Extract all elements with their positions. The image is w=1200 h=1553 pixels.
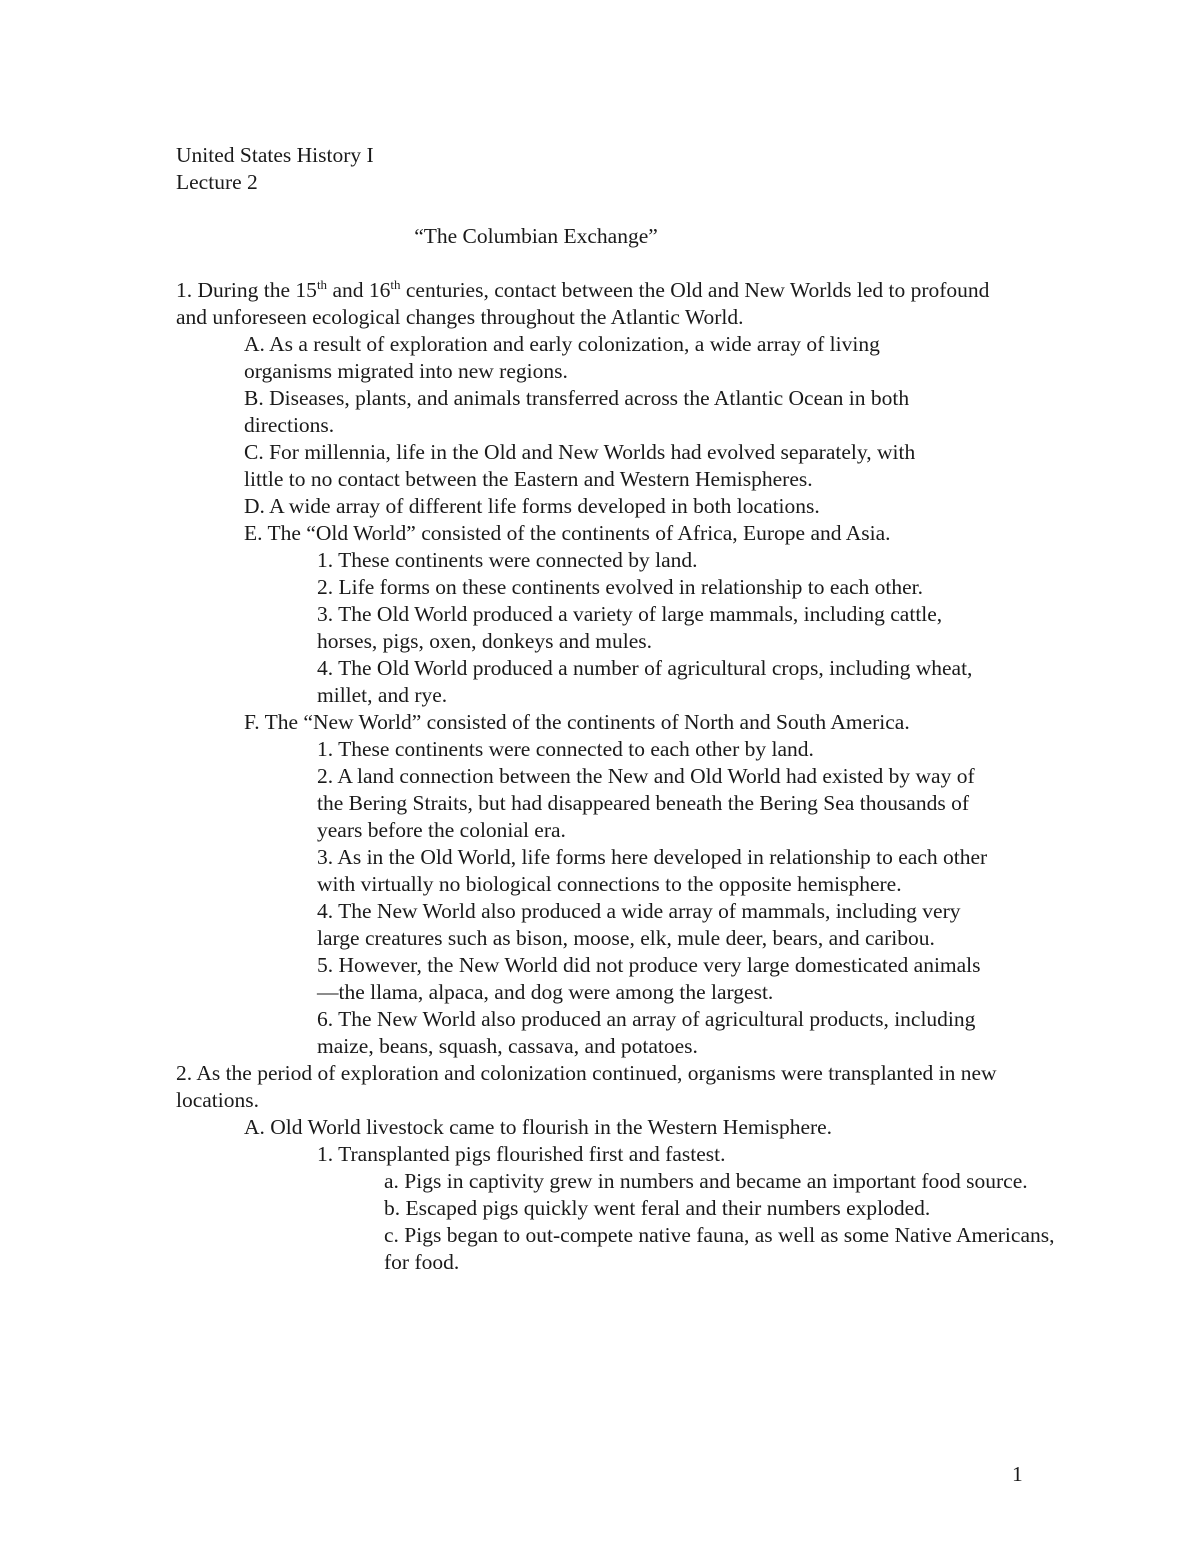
outline-item-1e2: 2. Life forms on these continents evolved in relationship to each other. [317,575,924,599]
outline-item-2a1: 1. Transplanted pigs flourished first and fastest. [317,1142,726,1166]
outline-item-1c: C. For millennia, life in the Old and New Worlds had evolved separately, with little to no contact between the Eastern and Western Hemispheres. [244,440,916,491]
outline-item-1e3: 3. The Old World produced a variety of large mammals, including cattle, horses, pigs, oxen, donkeys and mules. [317,602,943,653]
lecture-title: “The Columbian Exchange” [414,224,658,248]
outline-item-1f1: 1. These continents were connected to each other by land. [317,737,814,761]
outline-item-1: 1. During the 15th and 16th centuries, contact between the Old and New Worlds led to profound and unforeseen ecological changes throughout the Atlantic World. [176,276,990,329]
course-title: United States History I [176,143,374,167]
outline-item-2a1b: b. Escaped pigs quickly went feral and their numbers exploded. [384,1196,931,1220]
lecture-notes [176,142,1056,1276]
outline-item-1e: E. The “Old World” consisted of the continents of Africa, Europe and Asia. [244,521,891,545]
outline-item-1e1: 1. These continents were connected by land. [317,548,698,572]
outline-item-2a1a: a. Pigs in captivity grew in numbers and became an important food source. [384,1169,1028,1193]
outline-item-1f6: 6. The New World also produced an array of agricultural products, including maize, beans, squash, cassava, and potatoes. [317,1007,976,1058]
outline-item-1f2: 2. A land connection between the New and Old World had existed by way of the Bering Straits, but had disappeared beneath the Bering Sea thousands of years before the colonial era. [317,764,975,842]
outline-item-1f4: 4. The New World also produced a wide array of mammals, including very large creatures such as bison, moose, elk, mule deer, bears, and caribou. [317,899,961,950]
outline-item-1f3: 3. As in the Old World, life forms here developed in relationship to each other with virtually no biological connections to the opposite hemisphere. [317,845,988,896]
outline-item-2a1c: c. Pigs began to out-compete native fauna, as well as some Native Americans, for food. [384,1223,1055,1274]
page-number: 1 [1012,1462,1023,1486]
outline-item-2a: A. Old World livestock came to flourish in the Western Hemisphere. [244,1115,833,1139]
outline-item-1f5: 5. However, the New World did not produce very large domesticated animals—the llama, alpaca, and dog were among the largest. [317,953,981,1004]
outline-item-1d: D. A wide array of different life forms developed in both locations. [244,494,820,518]
lecture-number: Lecture 2 [176,170,258,194]
outline-item-1b: B. Diseases, plants, and animals transferred across the Atlantic Ocean in both directions. [244,386,910,437]
outline-item-2: 2. As the period of exploration and colonization continued, organisms were transplanted in new locations. [176,1061,997,1112]
outline-item-1a: A. As a result of exploration and early colonization, a wide array of living organisms migrated into new regions. [244,332,880,383]
outline-item-1e4: 4. The Old World produced a number of agricultural crops, including wheat, millet, and rye. [317,656,973,707]
outline-item-1f: F. The “New World” consisted of the continents of North and South America. [244,710,910,734]
